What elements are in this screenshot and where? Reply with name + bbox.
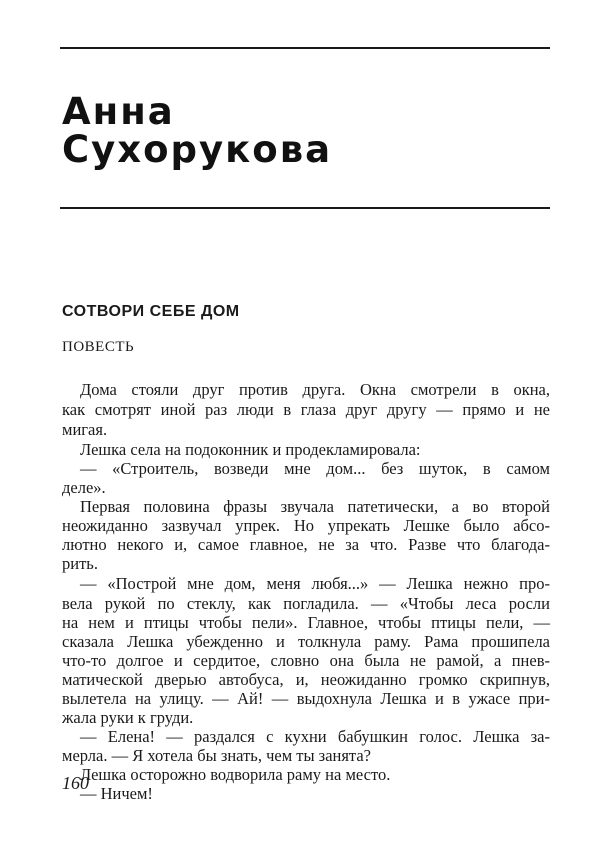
top-rule [60,47,550,49]
text-line: вела рукой по стеклу, как погладила. — «Чтобы леса росли [62,594,550,613]
author-last-name: Сухорукова [62,128,333,171]
text-line: матической дверью автобуса, и, неожиданно громко скрипнув, [62,670,550,689]
text-line: — Елена! — раздался с кухни бабушкин голос. Лешка за- [80,727,550,746]
text-line: что-то долгое и сердитое, словно она была не рамой, а пнев- [62,651,550,670]
text-line: Лешка села на подоконник и продекламировала: [80,440,421,459]
text-line: неожиданно зазвучал упрек. Но упрекать Лешке было абсо- [62,516,550,535]
text-line: Первая половина фразы звучала патетически, а во второй [80,497,550,516]
text-line: мигая. [62,420,108,439]
author-first-name: Анна [62,90,175,133]
text-line: деле». [62,478,106,497]
page-number: 160 [62,773,89,793]
text-line: мерла. — Я хотела бы знать, чем ты занята? [62,746,371,765]
text-line: жала руки к груди. [62,708,194,727]
text-line: рить. [62,554,98,573]
text-line: вылетела на улицу. — Ай! — выдохнула Лешка и в ужасе при- [62,689,550,708]
bottom-rule [60,207,550,209]
text-line: — «Построй мне дом, меня любя...» — Лешка нежно про- [80,574,550,593]
text-line: Лешка осторожно водворила раму на место. [80,765,391,784]
text-line: сказала Лешка убежденно и толкнула раму. Рама прошипела [62,632,550,651]
text-line: как смотрят иной раз люди в глаза друг другу — прямо и не [62,400,550,419]
text-line: — «Строитель, возведи мне дом... без шуток, в самом [80,459,550,478]
work-genre: ПОВЕСТЬ [62,339,135,355]
text-line: Дома стояли друг против друга. Окна смотрели в окна, [80,380,550,399]
text-line: — Ничем! [80,784,153,803]
text-line: на нем и птицы чтобы пели». Главное, чтобы птицы пели, — [62,613,550,632]
work-title: СОТВОРИ СЕБЕ ДОМ [62,303,240,320]
text-line: лютно некого и, самое главное, не за что. Разве что благода- [62,535,550,554]
